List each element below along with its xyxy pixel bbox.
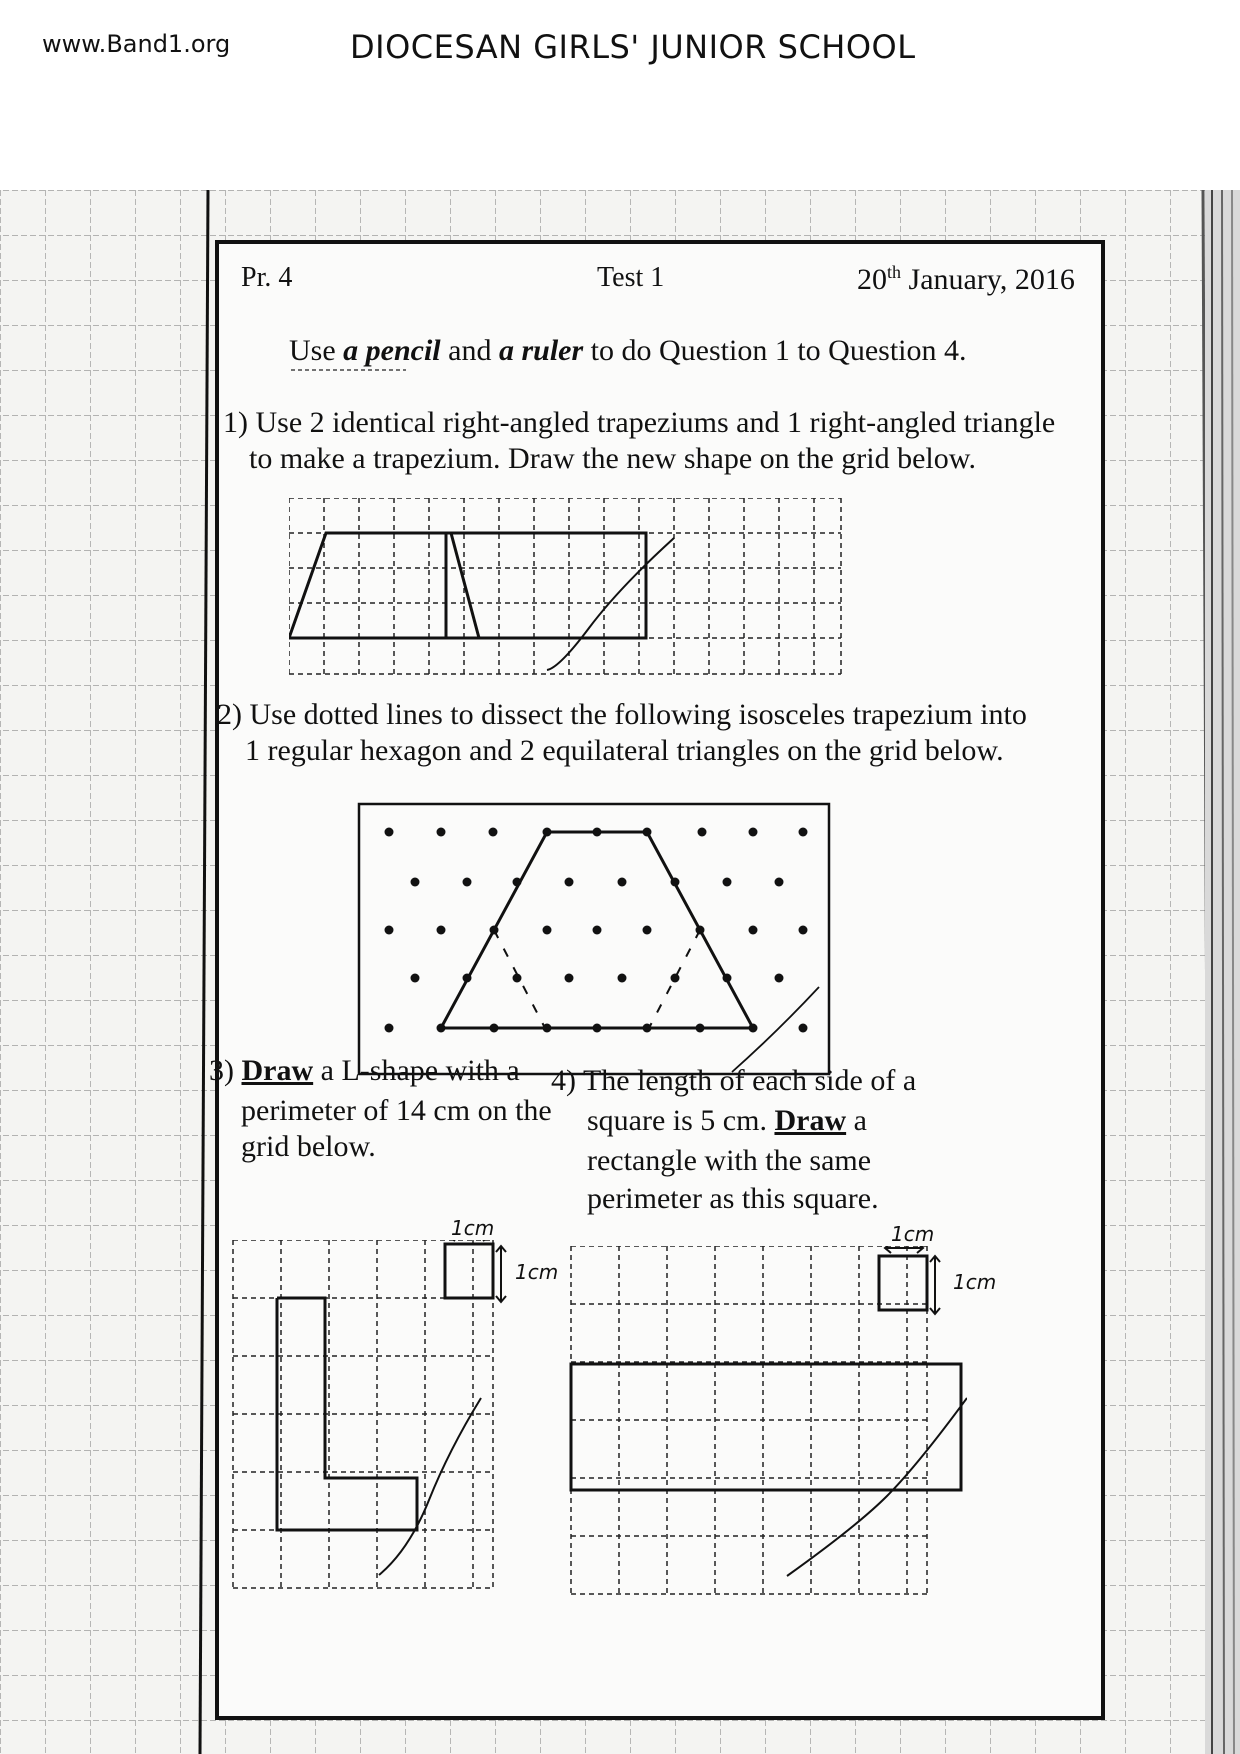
q3-line1 <box>209 1052 520 1090</box>
instruction-part1: Use <box>289 334 344 367</box>
q4-line1: 4) The length of each side of a <box>551 1064 917 1097</box>
q3-line2: perimeter of 14 cm on the <box>241 1094 552 1127</box>
underline-mark <box>291 368 411 372</box>
test-sheet <box>209 240 1105 1720</box>
q3-unit-label-top: 1cm <box>451 1216 495 1240</box>
q4-line3: rectangle with the same <box>587 1144 872 1177</box>
instruction-part2: and <box>440 334 499 367</box>
instruction-part3: to do Question 1 to Question 4. <box>583 334 967 367</box>
instruction-pencil: a pencil <box>343 334 441 367</box>
q3-line1-rest: a L-shape with a <box>313 1054 520 1087</box>
q4-line2 <box>587 1102 867 1140</box>
q4-draw: Draw <box>774 1104 847 1137</box>
q3-unit-label-side: 1cm <box>515 1260 559 1284</box>
school-name: DIOCESAN GIRLS' JUNIOR SCHOOL <box>350 28 916 66</box>
q1-line2: to make a trapezium. Draw the new shape on the grid below. <box>249 442 976 475</box>
date-day: 20 <box>857 263 887 296</box>
test-label: Test 1 <box>597 262 665 293</box>
q4-unit-label-side: 1cm <box>953 1270 997 1294</box>
q4-line4: perimeter as this square. <box>587 1182 879 1215</box>
q4-line2-part: square is 5 cm. <box>587 1104 775 1137</box>
q3-grid <box>229 1240 549 1600</box>
date-rest: January, 2016 <box>908 263 1075 296</box>
test-date <box>857 262 1075 297</box>
q2-dot-grid <box>357 802 837 1082</box>
q2-line1: 2) Use dotted lines to dissect the following isosceles trapezium into <box>217 698 1027 731</box>
q3-line3: grid below. <box>241 1130 376 1163</box>
q4-line2-rest: a <box>846 1104 867 1137</box>
instruction-ruler: a ruler <box>498 334 584 367</box>
q4-grid <box>567 1246 967 1616</box>
instruction <box>289 332 967 370</box>
site-url: www.Band1.org <box>42 30 231 58</box>
q1-line1: 1) Use 2 identical right-angled trapeziums and 1 right-angled triangle <box>223 406 1056 439</box>
q2-line2: 1 regular hexagon and 2 equilateral triangles on the grid below. <box>245 734 1004 767</box>
q3-draw: Draw <box>241 1054 314 1087</box>
class-label: Pr. 4 <box>241 262 293 293</box>
q1-grid <box>289 498 849 678</box>
q4-unit-label-top: 1cm <box>891 1222 935 1246</box>
date-suffix: th <box>887 262 902 282</box>
q3-num: 3) <box>209 1054 242 1087</box>
